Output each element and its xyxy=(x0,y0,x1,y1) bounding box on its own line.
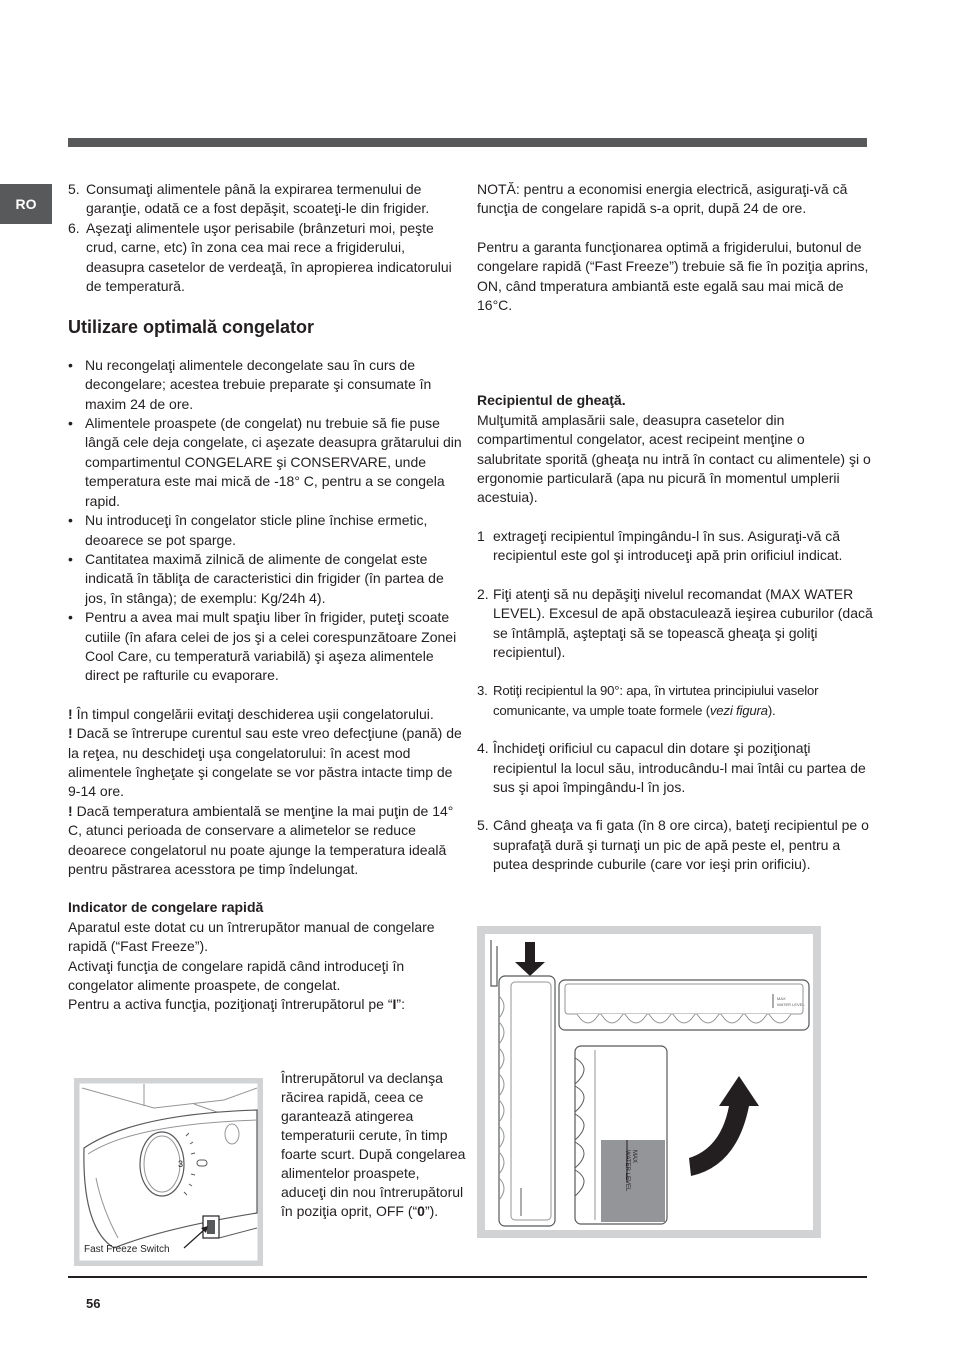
bullet-item: • Alimentele proaspete (de congelat) nu trebuie să fie puse lângă cele deja congelate, ci aşezate deasupra grătarului din compartimentul CONGELARE şi CONSERVARE, unde temperatura este mai mică de -18° C, pentru a se congela rapid. xyxy=(68,414,462,511)
fast-freeze-paragraph: Activaţi funcţia de congelare rapidă când introduceţi în congelator alimente proaspete, de congelat. xyxy=(68,957,405,994)
item-number: 6. xyxy=(68,219,80,236)
fast-freeze-illustration xyxy=(74,1078,263,1266)
ice-heading: Recipientul de gheaţă. xyxy=(477,392,626,409)
step-number: 1 xyxy=(477,527,485,544)
switch-off-symbol: 0 xyxy=(417,1203,425,1219)
warning-paragraph xyxy=(68,724,462,802)
bullet-list xyxy=(68,356,462,686)
text-fragment: ”: xyxy=(396,996,405,1013)
fast-freeze-heading: Indicator de congelare rapidă xyxy=(68,899,264,916)
switch-on-symbol: I xyxy=(392,996,397,1013)
ice-step xyxy=(477,585,873,663)
ice-tray-illustration xyxy=(477,926,821,1238)
bullet-item: • Nu recongelaţi alimentele decongelate sau în curs de decongelare; acestea trebuie preparate şi consumate în maxim 24 de ore. xyxy=(68,356,462,414)
warning-paragraph xyxy=(68,802,462,880)
bottom-rule xyxy=(68,1276,867,1278)
ice-step xyxy=(477,527,873,566)
ice-step xyxy=(477,681,873,720)
step-number: 5. xyxy=(477,817,489,834)
fast-freeze-figure xyxy=(74,1078,263,1266)
item-number: 5. xyxy=(68,181,80,197)
warning-text: Dacă temperatura ambientală se menţine la mai puţin de 14° C, atunci perioada de conservare a alimetelor se reduce deoarece congelatorul nu poate ajunge la temperatura ideală pentru păstrarea acesstora pe timp îndelungat. xyxy=(68,802,454,877)
list-item xyxy=(68,180,462,219)
warning-text: În timpul congelării evitaţi deschiderea uşii congelatorului. xyxy=(76,705,434,722)
note-paragraph: Pentru a garanta funcţionarea optimă a frigiderului, butonul de congelare rapidă (“Fast Freeze”) trebuie să fie în poziţia aprins, ON, când tmperatura ambiantă este egală sau mai mică de 16°C. xyxy=(477,238,869,314)
max-label: MAX xyxy=(631,1150,637,1164)
tray-max-label: MAX xyxy=(777,996,786,1001)
bullet-item: • Pentru a avea mai mult spaţiu liber în frigider, puteţi scoate cutiile (în afara celei de jos şi a celei corespunzătoare Zonei Cool Care, cu temperatură variabilă) şi aşeza alimentele direct pe rafturile cu evaporare. xyxy=(68,608,462,686)
ice-step xyxy=(477,739,873,797)
ice-step xyxy=(477,816,873,874)
list-item xyxy=(68,219,462,297)
language-tab: RO xyxy=(0,184,52,224)
warning-mark: ! xyxy=(68,802,73,819)
step-text: ). xyxy=(767,702,776,718)
step-text: Închideţi orificiul cu capacul din dotare şi poziţionaţi recipientul la locul său, introducându-l mai întâi cu partea de sus şi apoi împingându-l în jos. xyxy=(493,740,866,795)
fast-freeze-paragraph xyxy=(68,995,462,1014)
text-fragment: Întrerupătorul va declanşa răcirea rapidă, ceea ce garantează atingerea temperaturii cerute, în timp foarte scurt. După congelarea alimentelor proaspete, aduceţi din nou întrerupătorul în poziţia oprit, OFF (“ xyxy=(281,1070,466,1219)
warning-mark: ! xyxy=(68,705,73,722)
warning-paragraph xyxy=(68,705,462,724)
top-rule xyxy=(68,138,867,147)
item-text: Aşezaţi alimentele uşor perisabile (brânzeturi moi, peşte crud, carne, etc) în zona cea mai rece a frigiderului, deasupra casetelor de verdeaţă, în apropierea indicatorului de temperatură. xyxy=(86,219,452,295)
water-level-label: WATER LEVEL xyxy=(624,1150,630,1192)
section-title: Utilizare optimală congelator xyxy=(68,317,315,338)
warnings xyxy=(68,705,462,880)
step-text: extrageţi recipientul împingându-l în sus. Asiguraţi-vă că recipientul este gol şi introduceţi apă prin orificiul indicat. xyxy=(493,527,843,564)
bullet-item: • Nu introduceţi în congelator sticle pline închise ermetic, deoarece se pot sparge. xyxy=(68,511,462,550)
step-number: 2. xyxy=(477,585,489,602)
text-fragment: ”). xyxy=(424,1203,439,1219)
warning-text: Dacă se întrerupe curentul sau este vreo defecţiune (pană) de la reţea, nu deschideţi uşa congelatorului: în acest mod alimentele îngheţate şi congelate se vor păstra intacte timp de 9-14 ore. xyxy=(68,725,462,800)
dial-number: 3 xyxy=(178,1159,184,1169)
ice-intro: Mulţumită amplasării sale, deasupra casetelor din compartimentul congelator, acest recipeint menţine o salubritate sporită (gheaţa nu intră în contact cu alimentele) şi o ergonomie particulară (apa nu picură în momentul umplerii acestuia). xyxy=(477,411,871,506)
warning-mark: ! xyxy=(68,725,73,742)
fast-freeze-wrap-text xyxy=(281,1069,466,1221)
ice-tray-figure xyxy=(477,926,821,1238)
bullet-item: • Cantitatea maximă zilnică de alimente de congelat este indicată în tăbliţa de caracteristici din frigider (în partea de jos, în stânga); de exemplu: Kg/24h 4). xyxy=(68,550,462,608)
note-paragraph: NOTĂ: pentru a economisi energia electrică, asiguraţi-vă că funcţia de congelare rapidă s-a oprit, după 24 de ore. xyxy=(477,181,848,217)
step-number: 4. xyxy=(477,740,489,757)
numbered-list xyxy=(68,180,462,296)
fast-freeze-paragraph: Aparatul este dotat cu un întrerupător manual de congelare rapidă (“Fast Freeze”). xyxy=(68,918,435,955)
item-text: Consumaţi alimentele până la expirarea termenului de garanţie, odată ce a fost depăşit, scoateţi-le din frigider. xyxy=(86,181,430,217)
step-text: Rotiţi recipientul la 90°: apa, în virtutea principiului vaselor comunicante, va umple toate formele ( xyxy=(493,683,819,718)
page-number: 56 xyxy=(86,1296,101,1311)
figure-caption: Fast Freeze Switch xyxy=(84,1244,170,1255)
step-text: Fiţi atenţi să nu depăşiţi nivelul recomandat (MAX WATER LEVEL). Excesul de apă obstaculează ieşirea cuburilor (dacă se întâmplă, aşteptaţi să se topească gheaţa şi goliţi recipientul). xyxy=(493,585,873,660)
right-column xyxy=(477,180,873,875)
fast-freeze-section xyxy=(68,898,462,1014)
left-column xyxy=(68,180,462,1015)
step-text: Când gheaţa va fi gata (în 8 ore circa), bateţi recipientul pe o suprafaţă dură şi turnaţi un pic de apă peste el, pentru a putea desprinde cuburile (care vor ieşi prin orificiu). xyxy=(493,817,869,873)
step-number: 3. xyxy=(477,683,488,699)
tray-water-level-label: WATER LEVEL xyxy=(777,1002,805,1007)
text-fragment: Pentru a activa funcţia, poziţionaţi întrerupătorul pe “ xyxy=(68,996,393,1013)
step-text-italic: vezi figura xyxy=(709,702,768,718)
